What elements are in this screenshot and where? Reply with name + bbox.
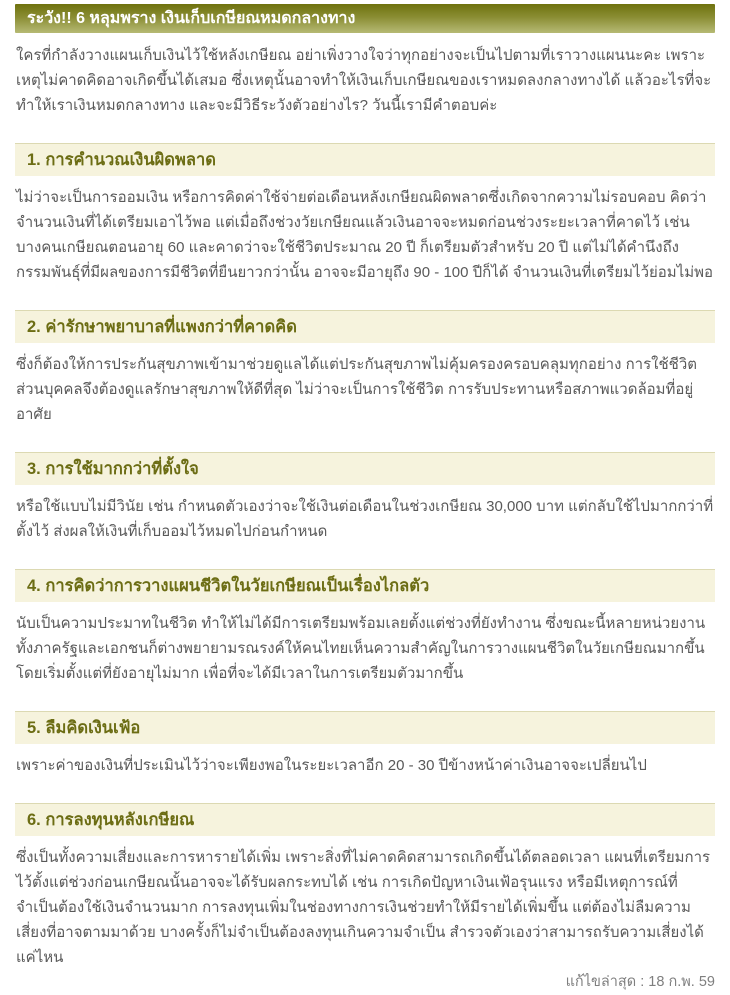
section-6-heading: 6. การลงทุนหลังเกษียณ — [15, 803, 715, 836]
section-4 — [15, 544, 715, 686]
section-2-body: ซึ่งก็ต้องให้การประกันสุขภาพเข้ามาช่วยดูแลได้แต่ประกันสุขภาพไม่คุ้มครองครอบคลุมทุกอย่าง การใช้ชีวิตส่วนบุคคลจึงต้องดูแลรักษาสุขภาพให้ดีที่สุด ไม่ว่าจะเป็นการใช้ชีวิต การรับประทานหรือสภาพแวดล้อมที่อยู่อาศัย — [16, 356, 697, 423]
last-updated-label: แก้ไขล่าสุด : 18 ก.พ. 59 — [565, 974, 715, 990]
section-5 — [15, 686, 715, 778]
section-6-body: ซึ่งเป็นทั้งความเสี่ยงและการหารายได้เพิ่ม เพราะสิ่งที่ไม่คาดคิดสามารถเกิดขึ้นได้ตลอดเวลา แผนที่เตรียมการไว้ตั้งแต่ช่วงก่อนเกษียณนั้นอาจจะได้รับผลกระทบได้ เช่น การเกิดปัญหาเงินเฟ้อรุนแรง หรือมีเหตุการณ์ที่จำเป็นต้องใช้เงินจำนวนมาก การลงทุนเพิ่มในช่องทางการเงินช่วยทำให้มีรายได้เพิ่มขึ้น แต่ต้องไม่ลืมความเสี่ยงที่อาจตามมาด้วย บางครั้งก็ไม่จำเป็นต้องลงทุนเกินความจำเป็น สำรวจตัวเองว่าสามารถรับความเสี่ยงได้แค่ไหน — [16, 849, 711, 966]
section-1-heading: 1. การคำนวณเงินผิดพลาด — [15, 143, 715, 176]
section-1 — [15, 118, 715, 285]
section-2-heading: 2. ค่ารักษาพยาบาลที่แพงกว่าที่คาดคิด — [15, 310, 715, 343]
section-3-heading: 3. การใช้มากกว่าที่ตั้งใจ — [15, 452, 715, 485]
section-5-heading: 5. ลืมคิดเงินเฟ้อ — [15, 711, 715, 744]
section-1-body: ไม่ว่าจะเป็นการออมเงิน หรือการคิดค่าใช้จ่ายต่อเดือนหลังเกษียณผิดพลาดซึ่งเกิดจากความไม่รอบคอบ คิดว่าจำนวนเงินที่ได้เตรียมเอาไว้พอ แต่เมื่อถึงช่วงวัยเกษียณแล้วเงินอาจจะหมดก่อนช่วงระยะเวลาที่คาดไว้ เช่น บางคนเกษียณตอนอายุ 60 และคาดว่าจะใช้ชีวิตประมาณ 20 ปี ก็เตรียมตัวสำหรับ 20 ปี แต่ไม่ได้คำนึงถึงกรรมพันธุ์ที่มีผลของการมีชีวิตที่ยืนยาวกว่านั้น อาจจะมีอายุถึง 90 - 100 ปีก็ได้ จำนวนเงินที่เตรียมไว้ย่อมไม่พอ — [16, 189, 714, 281]
page-title: ระวัง!! 6 หลุมพราง เงินเก็บเกษียณหมดกลางทาง — [15, 4, 715, 33]
section-2 — [15, 285, 715, 427]
intro-paragraph: ใครที่กำลังวางแผนเก็บเงินไว้ใช้หลังเกษียณ อย่าเพิ่งวางใจว่าทุกอย่างจะเป็นไปตามที่เราวางแผนนะคะ เพราะเหตุไม่คาดคิดอาจเกิดขึ้นได้เสมอ ซึ่งเหตุนั้นอาจทำให้เงินเก็บเกษียณของเราหมดลงกลางทางได้ แล้วอะไรที่จะทำให้เราเงินหมดกลางทาง และจะมีวิธีระวังตัวอย่างไร? วันนี้เรามีคำตอบค่ะ — [16, 47, 712, 114]
section-4-body: นับเป็นความประมาทในชีวิต ทำให้ไม่ได้มีการเตรียมพร้อมเลยตั้งแต่ช่วงที่ยังทำงาน ซึ่งขณะนี้หลายหน่วยงานทั้งภาครัฐและเอกชนก็ต่างพยายามรณรงค์ให้คนไทยเห็นความสำคัญในการวางแผนชีวิตในวัยเกษียณมากขึ้น โดยเริ่มตั้งแต่ที่ยังอายุไม่มาก เพื่อที่จะได้มีเวลาในการเตรียมตัวมากขึ้น — [16, 615, 706, 682]
section-5-body: เพราะค่าของเงินที่ประเมินไว้ว่าจะเพียงพอในระยะเวลาอีก 20 - 30 ปีข้างหน้าค่าเงินอาจจะเปลี่ยนไป — [16, 757, 647, 774]
section-6 — [15, 778, 715, 970]
section-4-heading: 4. การคิดว่าการวางแผนชีวิตในวัยเกษียณเป็นเรื่องไกลตัว — [15, 569, 715, 602]
section-3 — [15, 427, 715, 544]
section-3-body: หรือใช้แบบไม่มีวินัย เช่น กำหนดตัวเองว่าจะใช้เงินต่อเดือนในช่วงเกษียณ 30,000 บาท แต่กลับใช้ไปมากกว่าที่ตั้งไว้ ส่งผลให้เงินที่เก็บออมไว้หมดไปก่อนกำหนด — [16, 498, 714, 540]
